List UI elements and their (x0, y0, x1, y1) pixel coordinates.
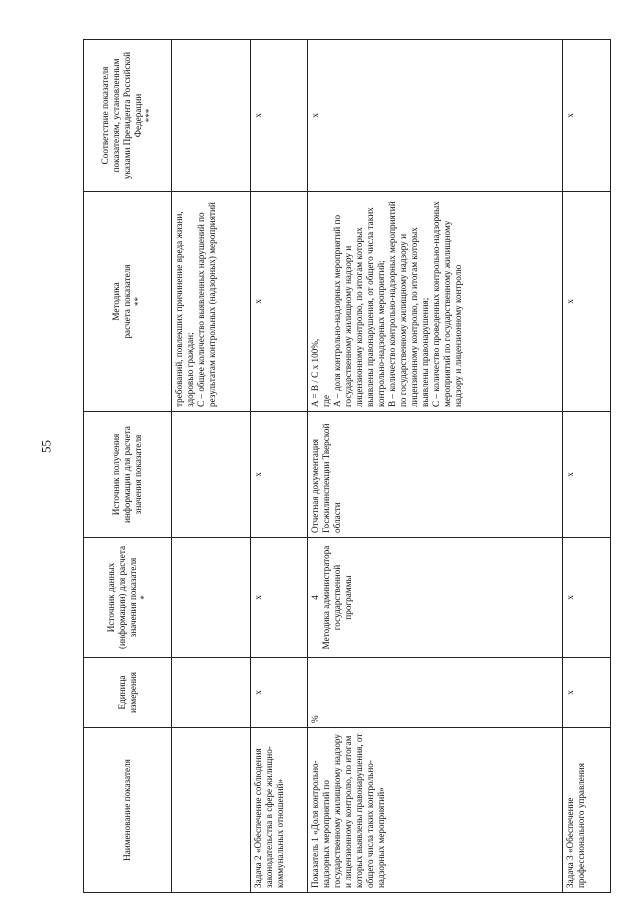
cell-info-source: x (563, 412, 611, 538)
cell-unit: % (308, 658, 563, 728)
cell-info-source: x (251, 412, 308, 538)
cell-correspondence (172, 40, 251, 192)
cell-correspondence: x (563, 40, 611, 192)
cell-data-source: x (251, 538, 308, 658)
cell-name: Задача 2 «Обеспечение соблюдения законодательства в сфере жилищно-коммунальных отношений» (251, 728, 308, 893)
cell-data-source (172, 538, 251, 658)
table-row (308, 40, 563, 893)
cell-name (172, 728, 251, 893)
cell-correspondence: x (251, 40, 308, 192)
cell-name: Задача 3 «Обеспечение профессионального управления (563, 728, 611, 893)
column-header-unit: Единица измерения (84, 658, 172, 728)
cell-unit (172, 658, 251, 728)
column-header-method: Методика расчета показателя ** (84, 192, 172, 412)
table-row (251, 40, 308, 893)
rotated-page (83, 40, 610, 893)
cell-method: требований, повлекших причинение вреда жизни, здоровью граждан; С – общее количество выявленных нарушений по результатам контрольных (надзорных) мероприятий (172, 192, 251, 412)
table-row (172, 40, 251, 893)
table-row (563, 40, 611, 893)
column-header-correspondence: Соответствие показателя показателям, установленным указами Президента Российской Федерации *** (84, 40, 172, 192)
column-header-data-source: Источник данных (информации) для расчета значения показателя * (84, 538, 172, 658)
column-header-name: Наименование показателя (84, 728, 172, 893)
indicator-table (83, 39, 611, 893)
cell-data-source: 4 Методика администратора государственной программы (308, 538, 563, 658)
page-number: 55 (38, 440, 54, 453)
cell-unit: x (251, 658, 308, 728)
column-header-info-source: Источник получения информации для расчета значения показателя (84, 412, 172, 538)
cell-unit: x (563, 658, 611, 728)
cell-name: Показатель 1 «Доля контрольно-надзорных мероприятий по государственному жилищному надзору и лицензионному контролю, по итогам которых выявлены правонарушения, от общего числа таких контрольно-надзорных мероприятий» (308, 728, 563, 893)
cell-data-source: x (563, 538, 611, 658)
cell-info-source: Отчетная документация Госжилинспекции Тверской области (308, 412, 563, 538)
cell-method: A = B / C x 100%, где А – доля контрольно-надзорных мероприятий по государственному жилищному надзору и лицензионному контролю, по итогам которых выявлены правонарушения, от общего числа таких контрольно-надзорных мероприятий; В – количество контрольно-надзорных мероприятий по государственному жилищному надзору и лицензионному контролю, по итогам которых выявлены правонарушения; С – количество проведенных контрольно-надзорных мероприятий по государственному жилищному надзору и лицензионному контролю (308, 192, 563, 412)
cell-info-source (172, 412, 251, 538)
cell-method: x (251, 192, 308, 412)
cell-correspondence: x (308, 40, 563, 192)
cell-method: x (563, 192, 611, 412)
table-header-row (84, 40, 172, 893)
